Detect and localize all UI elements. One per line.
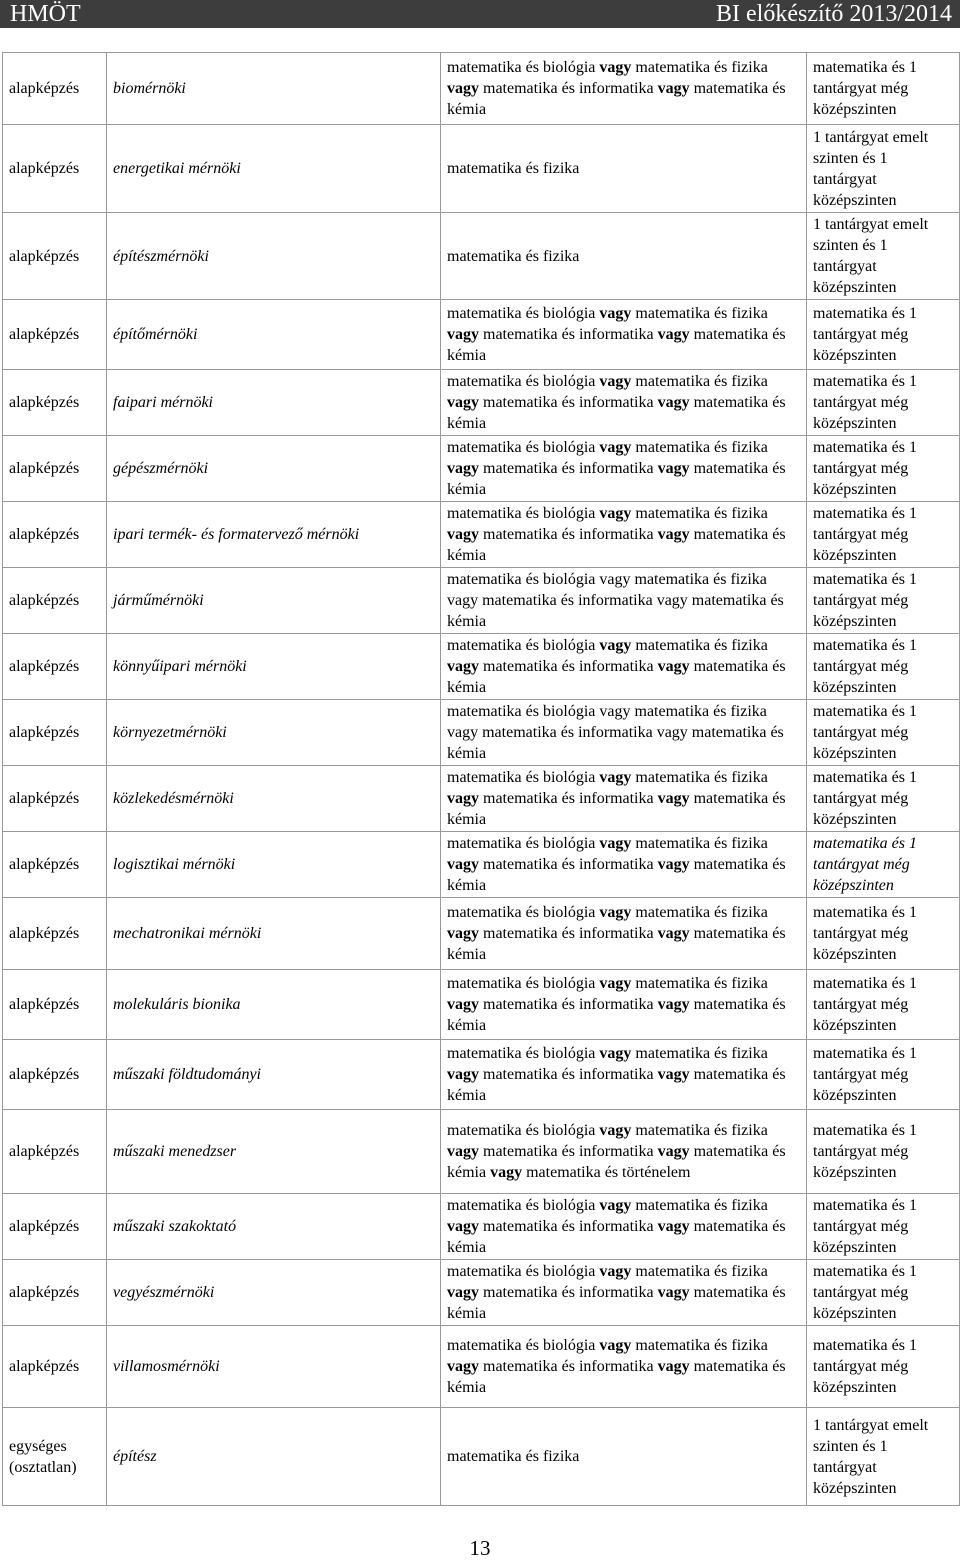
table-row bbox=[3, 700, 960, 766]
subject-text: matematika és biológia bbox=[447, 1337, 600, 1354]
or-keyword: vagy bbox=[657, 658, 690, 675]
subjects-cell bbox=[441, 300, 807, 370]
subjects-cell bbox=[441, 898, 807, 970]
or-keyword: vagy bbox=[599, 904, 632, 921]
program-cell: műszaki földtudományi bbox=[107, 1040, 441, 1110]
level-cell: alapképzés bbox=[3, 300, 107, 370]
level-requirement-cell: matematika és 1 tantárgyat még középszinten bbox=[807, 1040, 960, 1110]
table-row bbox=[3, 1110, 960, 1194]
table-row bbox=[3, 832, 960, 898]
or-keyword: vagy bbox=[447, 1284, 479, 1301]
subjects-cell bbox=[441, 1194, 807, 1260]
subject-text: matematika és fizika bbox=[631, 1197, 768, 1214]
or-keyword: vagy bbox=[657, 925, 690, 942]
table-row bbox=[3, 436, 960, 502]
subject-text: matematika és biológia bbox=[447, 769, 600, 786]
level-requirement-cell: matematika és 1 tantárgyat még középszinten bbox=[807, 700, 960, 766]
subject-text: matematika és kémia bbox=[447, 460, 786, 498]
table-row bbox=[3, 1040, 960, 1110]
level-cell: alapképzés bbox=[3, 832, 107, 898]
subject-text: matematika és informatika bbox=[479, 996, 658, 1013]
subject-text: matematika és informatika bbox=[479, 1066, 658, 1083]
subject-text: matematika és fizika bbox=[631, 835, 768, 852]
program-cell: műszaki szakoktató bbox=[107, 1194, 441, 1260]
or-keyword: vagy bbox=[447, 996, 479, 1013]
or-keyword: vagy bbox=[447, 326, 479, 343]
or-keyword: vagy bbox=[657, 1358, 690, 1375]
level-cell: alapképzés bbox=[3, 1040, 107, 1110]
subject-text: matematika és informatika bbox=[479, 1218, 658, 1235]
subjects-cell bbox=[441, 1040, 807, 1110]
subject-text: matematika és kémia bbox=[447, 996, 786, 1034]
subject-text: matematika és biológia bbox=[447, 1197, 600, 1214]
subject-text: matematika és biológia bbox=[447, 373, 600, 390]
subjects-cell bbox=[441, 436, 807, 502]
level-cell: alapképzés bbox=[3, 1194, 107, 1260]
level-cell: alapképzés bbox=[3, 634, 107, 700]
subject-text: matematika és biológia vagy matematika és fizika vagy matematika és informatika vagy matematika és kémia bbox=[447, 703, 784, 762]
or-keyword: vagy bbox=[657, 1284, 690, 1301]
or-keyword: vagy bbox=[657, 80, 690, 97]
or-keyword: vagy bbox=[599, 1263, 632, 1280]
or-keyword: vagy bbox=[447, 856, 479, 873]
subject-text: matematika és kémia bbox=[447, 790, 786, 828]
level-requirement-cell: matematika és 1 tantárgyat még középszinten bbox=[807, 568, 960, 634]
subject-text: matematika és fizika bbox=[631, 1045, 768, 1062]
subject-text: matematika és biológia bbox=[447, 505, 600, 522]
or-keyword: vagy bbox=[447, 1358, 479, 1375]
level-cell: alapképzés bbox=[3, 766, 107, 832]
table-row bbox=[3, 125, 960, 213]
level-requirement-cell: matematika és 1 tantárgyat még középszinten bbox=[807, 970, 960, 1040]
table-row bbox=[3, 898, 960, 970]
subject-text: matematika és informatika bbox=[479, 80, 658, 97]
subject-text: matematika és informatika bbox=[479, 856, 658, 873]
program-cell: építészmérnöki bbox=[107, 213, 441, 300]
subject-text: matematika és fizika bbox=[631, 975, 768, 992]
table-body bbox=[3, 53, 960, 1506]
level-requirement-cell: matematika és 1 tantárgyat még középszinten bbox=[807, 634, 960, 700]
subject-text: matematika és fizika bbox=[631, 505, 768, 522]
or-keyword: vagy bbox=[599, 1197, 632, 1214]
subject-text: matematika és kémia bbox=[447, 1218, 786, 1256]
level-requirement-cell: matematika és 1 tantárgyat még középszinten bbox=[807, 1326, 960, 1408]
level-cell: egységes (osztatlan) bbox=[3, 1408, 107, 1506]
level-cell: alapképzés bbox=[3, 1110, 107, 1194]
subject-text: matematika és fizika bbox=[447, 1448, 580, 1465]
level-cell: alapképzés bbox=[3, 436, 107, 502]
or-keyword: vagy bbox=[599, 305, 632, 322]
subjects-cell bbox=[441, 1408, 807, 1506]
subject-text: matematika és fizika bbox=[447, 247, 580, 265]
subject-text: matematika és kémia bbox=[447, 856, 786, 894]
program-cell: járműmérnöki bbox=[107, 568, 441, 634]
subjects-cell bbox=[441, 970, 807, 1040]
subjects-cell bbox=[441, 1260, 807, 1326]
subject-text: matematika és biológia bbox=[447, 59, 600, 76]
or-keyword: vagy bbox=[657, 1218, 690, 1235]
subject-text: matematika és biológia bbox=[447, 1263, 600, 1280]
table-row bbox=[3, 568, 960, 634]
subjects-cell bbox=[441, 568, 807, 634]
level-cell: alapképzés bbox=[3, 970, 107, 1040]
program-cell: építőmérnöki bbox=[107, 300, 441, 370]
subject-text: matematika és biológia bbox=[447, 637, 600, 654]
or-keyword: vagy bbox=[657, 1066, 690, 1083]
or-keyword: vagy bbox=[657, 326, 690, 343]
table-row bbox=[3, 1408, 960, 1506]
or-keyword: vagy bbox=[599, 373, 632, 390]
level-requirement-cell: matematika és 1 tantárgyat még középszinten bbox=[807, 832, 960, 898]
subject-text: matematika és történelem bbox=[522, 1164, 691, 1181]
level-requirement-cell: matematika és 1 tantárgyat még középszinten bbox=[807, 53, 960, 125]
subject-text: matematika és fizika bbox=[631, 769, 768, 786]
or-keyword: vagy bbox=[657, 394, 690, 411]
level-cell: alapképzés bbox=[3, 125, 107, 213]
program-cell: biomérnöki bbox=[107, 53, 441, 125]
table-row bbox=[3, 370, 960, 436]
subject-text: matematika és biológia bbox=[447, 904, 600, 921]
level-cell: alapképzés bbox=[3, 898, 107, 970]
level-requirement-cell: matematika és 1 tantárgyat még középszinten bbox=[807, 898, 960, 970]
subject-text: matematika és informatika bbox=[479, 658, 658, 675]
subject-text: matematika és informatika bbox=[479, 460, 658, 477]
subjects-cell bbox=[441, 1326, 807, 1408]
level-cell: alapképzés bbox=[3, 568, 107, 634]
subject-text: matematika és kémia bbox=[447, 394, 786, 432]
level-requirement-cell: matematika és 1 tantárgyat még középszinten bbox=[807, 300, 960, 370]
subjects-cell bbox=[441, 634, 807, 700]
or-keyword: vagy bbox=[447, 1218, 479, 1235]
or-keyword: vagy bbox=[599, 439, 632, 456]
table-row bbox=[3, 634, 960, 700]
or-keyword: vagy bbox=[657, 526, 690, 543]
admission-requirements-table bbox=[2, 52, 960, 1506]
subject-text: matematika és biológia vagy matematika és fizika vagy matematika és informatika vagy matematika és kémia bbox=[447, 571, 784, 630]
level-cell: alapképzés bbox=[3, 370, 107, 436]
level-requirement-cell: 1 tantárgyat emelt szinten és 1 tantárgyat középszinten bbox=[807, 213, 960, 300]
level-cell: alapképzés bbox=[3, 213, 107, 300]
subject-text: matematika és informatika bbox=[479, 326, 658, 343]
subject-text: matematika és kémia bbox=[447, 326, 786, 364]
program-cell: könnyűipari mérnöki bbox=[107, 634, 441, 700]
subject-text: matematika és kémia bbox=[447, 1358, 786, 1396]
table-row bbox=[3, 502, 960, 568]
level-requirement-cell: matematika és 1 tantárgyat még középszinten bbox=[807, 766, 960, 832]
subjects-cell bbox=[441, 213, 807, 300]
subject-text: matematika és kémia bbox=[447, 1284, 786, 1322]
or-keyword: vagy bbox=[447, 790, 479, 807]
level-cell: alapképzés bbox=[3, 502, 107, 568]
level-cell: alapképzés bbox=[3, 1326, 107, 1408]
or-keyword: vagy bbox=[490, 1164, 523, 1181]
program-cell: vegyészmérnöki bbox=[107, 1260, 441, 1326]
subject-text: matematika és fizika bbox=[631, 1337, 768, 1354]
page-number: 13 bbox=[469, 1536, 491, 1560]
level-requirement-cell: matematika és 1 tantárgyat még középszinten bbox=[807, 1110, 960, 1194]
program-cell: közlekedésmérnöki bbox=[107, 766, 441, 832]
level-cell: alapképzés bbox=[3, 1260, 107, 1326]
header-right-title: BI előkészítő 2013/2014 bbox=[716, 1, 952, 27]
or-keyword: vagy bbox=[599, 637, 632, 654]
or-keyword: vagy bbox=[599, 975, 632, 992]
program-cell: mechatronikai mérnöki bbox=[107, 898, 441, 970]
table-row bbox=[3, 213, 960, 300]
level-cell: alapképzés bbox=[3, 700, 107, 766]
table-row bbox=[3, 970, 960, 1040]
or-keyword: vagy bbox=[447, 1143, 479, 1160]
subject-text: matematika és informatika bbox=[479, 1143, 658, 1160]
subject-text: matematika és informatika bbox=[479, 1284, 658, 1301]
subjects-cell bbox=[441, 53, 807, 125]
subject-text: matematika és kémia bbox=[447, 1143, 786, 1181]
subject-text: matematika és kémia bbox=[447, 658, 786, 696]
program-cell: molekuláris bionika bbox=[107, 970, 441, 1040]
table-row bbox=[3, 300, 960, 370]
program-cell: energetikai mérnöki bbox=[107, 125, 441, 213]
subjects-cell bbox=[441, 1110, 807, 1194]
or-keyword: vagy bbox=[599, 59, 632, 76]
subject-text: matematika és fizika bbox=[631, 439, 768, 456]
table-row bbox=[3, 1260, 960, 1326]
subjects-cell bbox=[441, 125, 807, 213]
subject-text: matematika és biológia bbox=[447, 439, 600, 456]
or-keyword: vagy bbox=[447, 80, 479, 97]
header-bar bbox=[0, 0, 960, 28]
table-row bbox=[3, 1194, 960, 1260]
subject-text: matematika és fizika bbox=[631, 59, 768, 76]
subject-text: matematika és informatika bbox=[479, 1358, 658, 1375]
subject-text: matematika és fizika bbox=[631, 373, 768, 390]
program-cell: környezetmérnöki bbox=[107, 700, 441, 766]
subject-text: matematika és kémia bbox=[447, 1066, 786, 1104]
program-cell: ipari termék- és formatervező mérnöki bbox=[107, 502, 441, 568]
program-cell: faipari mérnöki bbox=[107, 370, 441, 436]
subject-text: matematika és fizika bbox=[631, 637, 768, 654]
or-keyword: vagy bbox=[447, 1066, 479, 1083]
level-requirement-cell: matematika és 1 tantárgyat még középszinten bbox=[807, 1194, 960, 1260]
level-requirement-cell: matematika és 1 tantárgyat még középszinten bbox=[807, 1260, 960, 1326]
or-keyword: vagy bbox=[447, 394, 479, 411]
subject-text: matematika és fizika bbox=[631, 1122, 768, 1139]
subject-text: matematika és informatika bbox=[479, 526, 658, 543]
table-row bbox=[3, 1326, 960, 1408]
or-keyword: vagy bbox=[599, 1122, 632, 1139]
or-keyword: vagy bbox=[657, 856, 690, 873]
or-keyword: vagy bbox=[599, 835, 632, 852]
program-cell: logisztikai mérnöki bbox=[107, 832, 441, 898]
program-cell: villamosmérnöki bbox=[107, 1326, 441, 1408]
subject-text: matematika és kémia bbox=[447, 526, 786, 564]
or-keyword: vagy bbox=[657, 996, 690, 1013]
or-keyword: vagy bbox=[599, 769, 632, 786]
or-keyword: vagy bbox=[599, 505, 632, 522]
or-keyword: vagy bbox=[447, 526, 479, 543]
subjects-cell bbox=[441, 370, 807, 436]
subject-text: matematika és informatika bbox=[479, 925, 658, 942]
subject-text: matematika és informatika bbox=[479, 394, 658, 411]
subject-text: matematika és biológia bbox=[447, 975, 600, 992]
or-keyword: vagy bbox=[447, 658, 479, 675]
or-keyword: vagy bbox=[599, 1045, 632, 1062]
or-keyword: vagy bbox=[657, 460, 690, 477]
program-cell: műszaki menedzser bbox=[107, 1110, 441, 1194]
subject-text: matematika és informatika bbox=[479, 790, 658, 807]
subject-text: matematika és biológia bbox=[447, 1045, 600, 1062]
subject-text: matematika és fizika bbox=[631, 904, 768, 921]
or-keyword: vagy bbox=[599, 1337, 632, 1354]
subjects-cell bbox=[441, 502, 807, 568]
subject-text: matematika és biológia bbox=[447, 1122, 600, 1139]
level-requirement-cell: matematika és 1 tantárgyat még középszinten bbox=[807, 502, 960, 568]
subject-text: matematika és fizika bbox=[631, 1263, 768, 1280]
or-keyword: vagy bbox=[657, 790, 690, 807]
subjects-cell bbox=[441, 766, 807, 832]
subjects-cell bbox=[441, 832, 807, 898]
program-cell: gépészmérnöki bbox=[107, 436, 441, 502]
subjects-cell bbox=[441, 700, 807, 766]
program-cell: építész bbox=[107, 1408, 441, 1506]
subject-text: matematika és fizika bbox=[447, 160, 580, 177]
subject-text: matematika és fizika bbox=[631, 305, 768, 322]
or-keyword: vagy bbox=[657, 1143, 690, 1160]
subject-text: matematika és kémia bbox=[447, 925, 786, 963]
table-row bbox=[3, 53, 960, 125]
subject-text: matematika és kémia bbox=[447, 80, 786, 118]
level-requirement-cell: matematika és 1 tantárgyat még középszinten bbox=[807, 370, 960, 436]
level-requirement-cell: 1 tantárgyat emelt szinten és 1 tantárgyat középszinten bbox=[807, 125, 960, 213]
level-requirement-cell: matematika és 1 tantárgyat még középszinten bbox=[807, 436, 960, 502]
table-row bbox=[3, 766, 960, 832]
or-keyword: vagy bbox=[447, 460, 479, 477]
level-cell: alapképzés bbox=[3, 53, 107, 125]
or-keyword: vagy bbox=[447, 925, 479, 942]
subject-text: matematika és biológia bbox=[447, 305, 600, 322]
level-requirement-cell: 1 tantárgyat emelt szinten és 1 tantárgyat középszinten bbox=[807, 1408, 960, 1506]
header-left-title: HMÖT bbox=[10, 1, 81, 27]
subject-text: matematika és biológia bbox=[447, 835, 600, 852]
